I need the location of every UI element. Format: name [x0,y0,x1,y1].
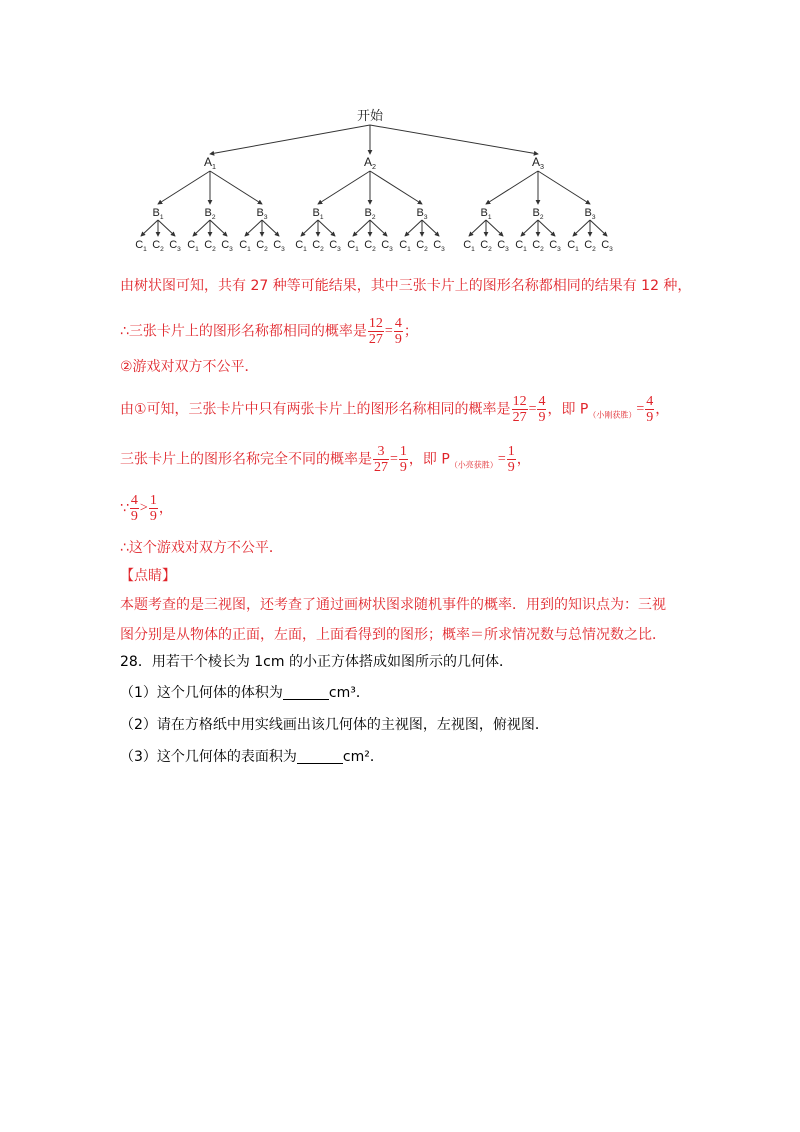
part-1-text: （1）这个几何体的体积为 [120,685,283,701]
tree-branch [486,220,503,236]
tree-node-c: $C_1$ [463,239,475,253]
tree-node-a: $A_2$ [363,155,377,171]
fraction-denominator: 27 [374,460,388,475]
answer-blank [297,749,343,764]
tree-node-c: $C_2$ [152,239,164,253]
semicolon: ； [403,323,418,340]
tree-branch [469,220,486,236]
tree-node-a: $A_3$ [531,155,545,171]
question-28-stem: 28．用若干个棱长为 1cm 的小正方体搭成如图所示的几何体． [120,654,513,670]
equals-sign: = [636,401,645,417]
tree-node-c: $C_1$ [515,239,527,253]
solution-line-7: ∴这个游戏对双方不公平． [120,540,283,556]
fraction-4-9 [645,394,654,425]
fraction-12-27 [512,394,528,425]
area-unit: cm²． [342,749,384,765]
fraction-denominator: 27 [368,332,383,347]
fraction-denominator: 27 [512,410,527,425]
tree-node-b: $B_2$ [204,207,216,221]
tree-node-a: $A_1$ [203,155,217,171]
fraction-4-9 [394,316,403,347]
fraction-12-27 [368,316,384,347]
question-28-part-1 [120,683,370,703]
tree-node-b: $B_3$ [584,207,596,221]
probability-subscript: （小亮获胜） [449,460,498,470]
tree-node-c: $C_3$ [549,239,561,253]
tree-node-c: $C_2$ [204,239,216,253]
question-28-part-3 [120,747,384,767]
tree-node-c: $C_3$ [169,239,181,253]
tree-branch [210,125,370,154]
tree-node-c: $C_1$ [399,239,411,253]
fraction-1-9 [507,444,516,475]
tree-branch [318,220,335,236]
tree-branch [245,220,262,236]
tree-node-c: $C_3$ [497,239,509,253]
fraction-numerator: 12 [512,394,527,409]
tree-node-c: $C_2$ [256,239,268,253]
comma: ， [655,401,670,418]
comma: ， [158,500,173,517]
tree-node-c: $C_2$ [364,239,376,253]
tree-branch [370,125,538,154]
tree-branch [370,171,422,204]
tree-node-c: $C_1$ [567,239,579,253]
tree-node-c: $C_3$ [329,239,341,253]
fraction-numerator: 1 [399,444,407,459]
comma: ， [516,451,531,468]
fraction-numerator: 4 [646,394,654,409]
fraction-3-27 [373,444,389,475]
tree-root-label: 开始 [356,108,384,123]
tree-node-c: $C_2$ [312,239,324,253]
solution-line-4 [120,394,669,426]
tree-branch [573,220,590,236]
fraction-numerator: 1 [149,493,157,508]
tree-node-c: $C_3$ [433,239,445,253]
tree-node-c: $C_3$ [221,239,233,253]
equals-sign: = [390,451,398,467]
tree-branch [193,220,210,236]
part-3-text: （3）这个几何体的表面积为 [120,749,297,765]
tree-node-c: $C_2$ [480,239,492,253]
fraction-denominator: 9 [130,509,138,524]
tree-branch [590,220,607,236]
solution-line-6 [120,493,173,524]
tree-node-c: $C_2$ [584,239,596,253]
fraction-1-9 [149,493,158,524]
tree-node-c: $C_2$ [532,239,544,253]
solution-line-1: 由树状图可知，共有 27 种等可能结果，其中三张卡片上的图形名称都相同的结果有 12 种， [120,278,692,294]
tree-diagram [110,100,650,260]
tree-node-c: $C_1$ [239,239,251,253]
fraction-numerator: 4 [394,316,402,331]
tree-branch [353,220,370,236]
fraction-numerator: 4 [130,493,138,508]
tree-branch [486,171,538,204]
equals-sign: = [528,401,537,417]
fraction-1-9 [399,444,408,475]
volume-unit: cm³． [328,685,370,701]
tree-branch [210,171,262,204]
probability-label: ，即 P [408,451,450,468]
tree-node-b: $B_2$ [532,207,544,221]
solution-line-2-text: ∴三张卡片上的图形名称都相同的概率是 [120,323,367,340]
fraction-denominator: 9 [399,460,407,475]
tree-branch [318,171,370,204]
greater-than-sign: > [139,500,148,516]
tree-node-b: $B_3$ [256,207,268,221]
tree-branch [301,220,318,236]
fraction-denominator: 9 [394,332,402,347]
tree-node-b: $B_1$ [152,207,164,221]
solution-line-2 [120,316,418,347]
tree-node-c: $C_2$ [416,239,428,253]
fraction-numerator: 12 [368,316,383,331]
fraction-numerator: 3 [373,444,389,460]
fraction-4-9 [537,394,546,425]
tree-node-b: $B_3$ [416,207,428,221]
equals-sign: = [497,451,506,467]
answer-blank [283,685,329,700]
tree-node-c: $C_1$ [135,239,147,253]
equals-sign: = [384,323,393,339]
tree-node-c: $C_3$ [273,239,285,253]
solution-line-3: ②游戏对双方不公平． [120,359,259,375]
probability-subscript: （小刚获胜） [588,410,637,420]
tree-branch [158,220,175,236]
comment-heading: 【点睛】 [120,568,176,584]
tree-node-b: $B_2$ [364,207,376,221]
comment-line-2: 图分别是从物体的正面，左面，上面看得到的图形；概率＝所求情况数与总情况数之比． [120,627,666,643]
tree-node-c: $C_1$ [187,239,199,253]
tree-node-c: $C_1$ [347,239,359,253]
fraction-numerator: 1 [507,444,515,459]
fraction-denominator: 9 [538,410,546,425]
fraction-numerator: 4 [538,394,546,409]
fraction-4-9 [130,493,139,524]
question-28-part-2: （2）请在方格纸中用实线画出该几何体的主视图，左视图，俯视图． [120,717,549,733]
solution-line-4-text: 由①可知，三张卡片中只有两张卡片上的图形名称相同的概率是 [120,401,511,418]
tree-branch [141,220,158,236]
tree-node-b: $B_1$ [312,207,324,221]
probability-label: ，即 P [547,401,589,418]
because-symbol: ∵ [120,500,129,517]
tree-branch [405,220,422,236]
tree-node-c: $C_3$ [601,239,613,253]
tree-branch [521,220,538,236]
fraction-denominator: 9 [149,509,157,524]
solution-line-5 [120,444,531,476]
tree-node-b: $B_1$ [480,207,492,221]
fraction-denominator: 9 [507,460,515,475]
fraction-denominator: 9 [646,410,654,425]
tree-branch [538,171,590,204]
tree-branch [370,220,387,236]
tree-branch [210,220,227,236]
tree-branch [262,220,279,236]
tree-node-c: $C_1$ [295,239,307,253]
tree-node-c: $C_3$ [381,239,393,253]
solution-line-5-text: 三张卡片上的图形名称完全不同的概率是 [120,451,372,468]
comment-line-1: 本题考查的是三视图，还考查了通过画树状图求随机事件的概率．用到的知识点为：三视 [120,597,666,613]
tree-branch [422,220,439,236]
tree-branch [158,171,210,204]
tree-branch [538,220,555,236]
